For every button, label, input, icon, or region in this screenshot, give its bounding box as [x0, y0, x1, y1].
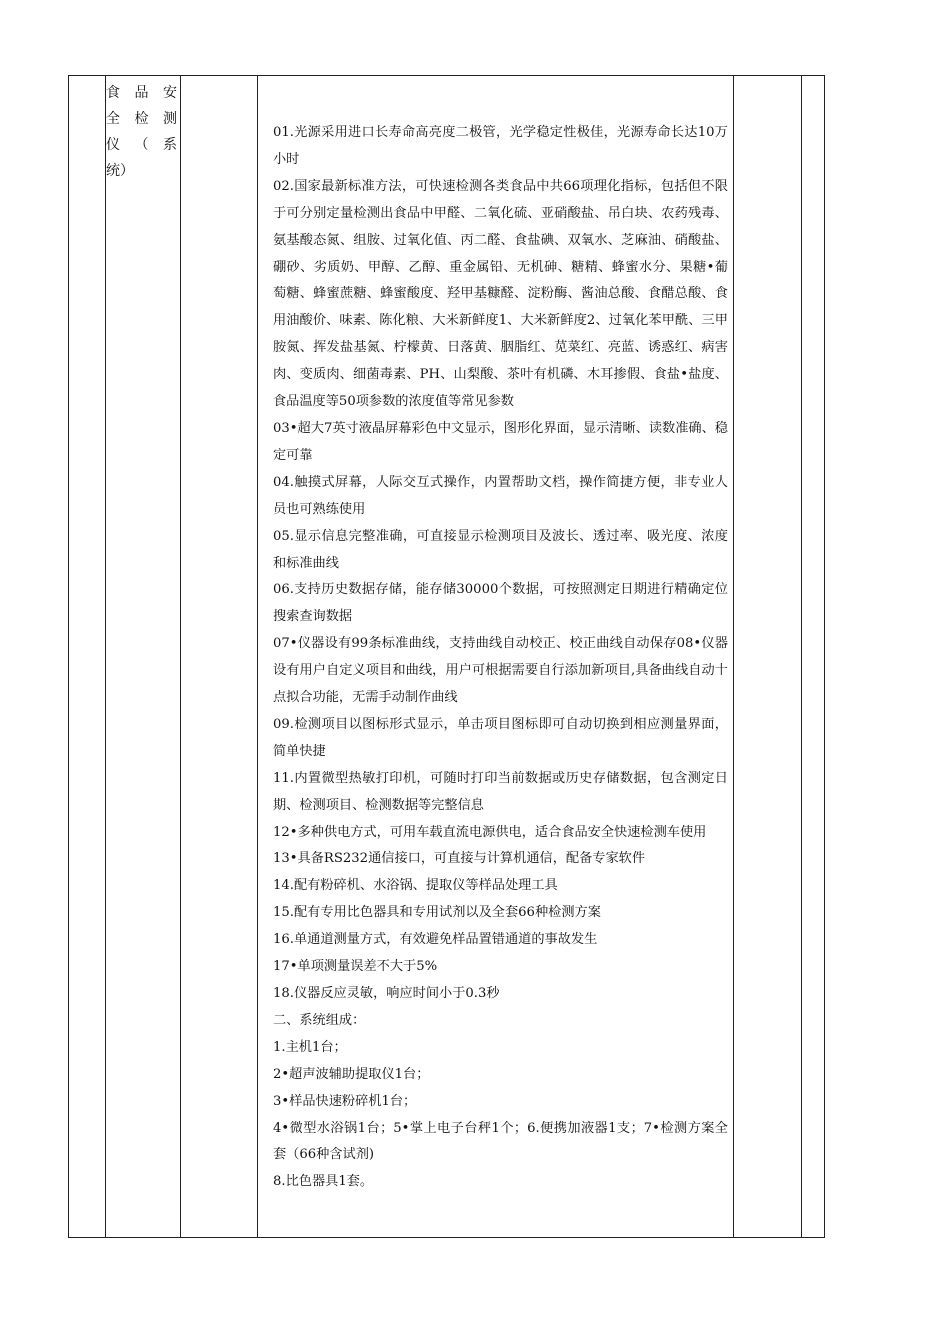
component-item: 4•微型水浴锅1台；5•掌上电子台秤1个；6.便携加液器1支；7•检测方案全套（66种含试剂) [273, 1120, 728, 1163]
column-divider [180, 76, 181, 1237]
spec-paragraph: 06.支持历史数据存储，能存储30000个数据，可按照测定日期进行精确定位搜索查询数据 [273, 582, 728, 625]
item-name-line: 统） [106, 163, 134, 179]
component-item: 1.主机1台； [273, 1039, 347, 1055]
spec-paragraph: 18.仪器反应灵敏，响应时间小于0.3秒 [273, 986, 500, 1001]
spec-paragraph: 03•超大7英寸液晶屏幕彩色中文显示，图形化界面，显示清晰、读数准确、稳定可靠 [273, 420, 728, 463]
spec-paragraph: 07•仪器设有99条标准曲线，支持曲线自动校正、校正曲线自动保存08•仪器设有用户自定义项目和曲线，用户可根据需要自行添加新项目,具备曲线自动十点拟合功能，无需手动制作曲线 [273, 636, 728, 706]
section-heading: 二、系统组成： [273, 1012, 366, 1028]
spec-paragraph: 15.配有专用比色器具和专用试剂以及全套66种检测方案 [273, 905, 601, 921]
spec-paragraph: 01.光源采用进口长寿命高亮度二极管，光学稳定性极佳，光源寿命长达10万小时 [273, 125, 728, 167]
spec-paragraph: 17•单项测量误差不大于5% [273, 959, 438, 975]
item-name-line: 食品安 [106, 85, 177, 101]
column-divider [801, 76, 802, 1237]
component-item: 8.比色器具1套。 [273, 1174, 374, 1190]
item-name-line: 全检测 [106, 111, 177, 127]
spec-table [68, 75, 825, 1238]
item-name-line: 仪（系 [106, 137, 177, 153]
spec-paragraph: 12•多种供电方式，可用车载直流电源供电，适合食品安全快速检测车使用 [273, 824, 707, 840]
component-item: 3•样品快速粉碎机1台； [273, 1093, 417, 1109]
spec-paragraph: 09.检测项目以图标形式显示，单击项目图标即可自动切换到相应测量界面，简单快捷 [273, 716, 728, 759]
column-divider [733, 76, 734, 1237]
spec-paragraph: 11.内置微型热敏打印机，可随时打印当前数据或历史存储数据，包含测定日期、检测项目、检测数据等完整信息 [273, 770, 728, 813]
spec-paragraph: 16.单通道测量方式，有效避免样品置错通道的事故发生 [273, 932, 598, 948]
column-divider [257, 76, 258, 1237]
spec-paragraph: 13•具备RS232通信接口，可直接与计算机通信，配备专家软件 [273, 851, 646, 867]
column-divider [105, 76, 106, 1237]
spec-paragraph: 04.触摸式屏幕，人际交互式操作，内置帮助文档，操作简捷方便，非专业人员也可熟练使用 [273, 474, 728, 517]
item-name-cell [106, 80, 177, 184]
spec-paragraph: 05.显示信息完整准确，可直接显示检测项目及波长、透过率、吸光度、浓度和标准曲线 [273, 528, 728, 571]
spec-paragraph: 14.配有粉碎机、水浴锅、提取仪等样品处理工具 [273, 878, 558, 894]
specification-cell [273, 120, 728, 1196]
component-item: 2•超声波辅助提取仪1台； [273, 1066, 430, 1082]
spec-paragraph: 02.国家最新标准方法，可快速检测各类食品中共66项理化指标，包括但不限于可分别定量检测出食品中甲醛、二氧化硫、亚硝酸盐、吊白块、农药残毒、氨基酸态氮、组胺、过氧化值、丙二醛、食盐碘、双氧水、芝麻油、硝酸盐、硼砂、劣质奶、甲醇、乙醇、重金属铅、无机砷、糖精、蜂蜜水分、果糖•葡萄糖、蜂蜜蔗糖、蜂蜜酸度、羟甲基糠醛、淀粉酶、酱油总酸、食醋总酸、食用油酸价、味素、陈化粮、大米新鲜度1、大米新鲜度2、过氧化苯甲酰、三甲胺氮、挥发盐基氮、柠檬黄、日落黄、胭脂红、苋菜红、亮蓝、诱惑红、病害肉、变质肉、细菌毒素、PH、山梨酸、茶叶有机磷、木耳掺假、食盐•盐度、食品温度等50项参数的浓度值等常见参数 [273, 178, 728, 410]
